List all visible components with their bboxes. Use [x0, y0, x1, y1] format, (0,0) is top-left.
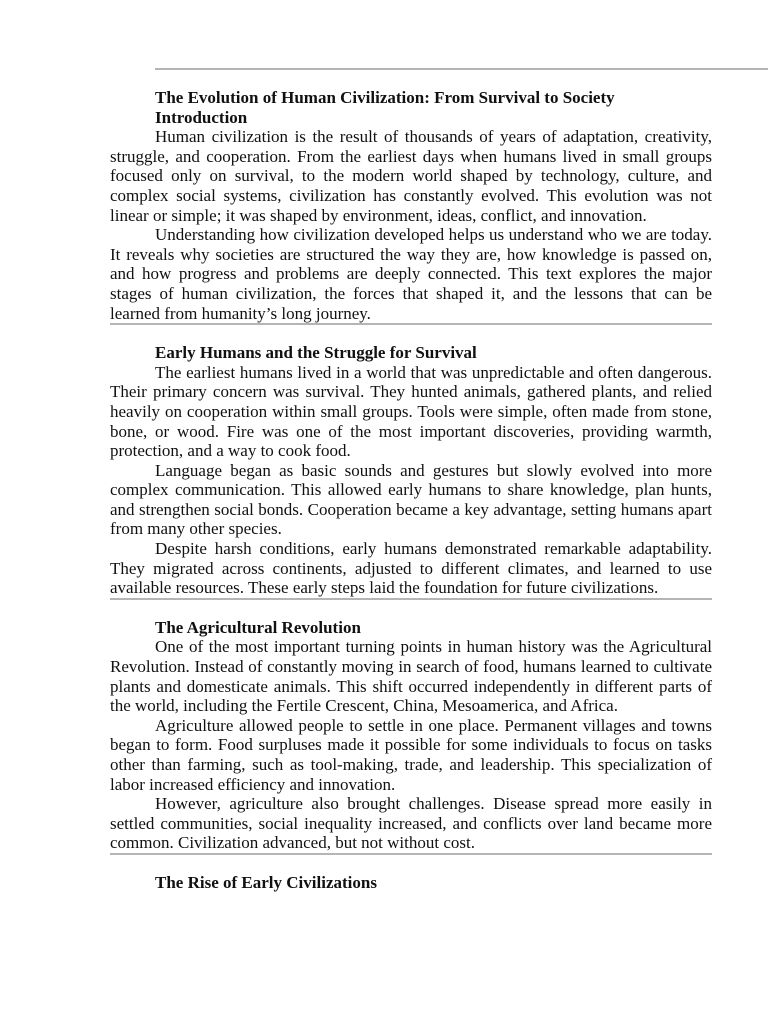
paragraph: One of the most important turning points in human history was the Agricultural Revolution. Instead of constantly moving in search of food, humans learned to cultivate plants and domesticate animals. This shift occurred independently in different parts of the world, including the Fertile Crescent, China, Mesoamerica, and Africa.	[110, 637, 712, 716]
section-heading: The Agricultural Revolution	[155, 617, 361, 637]
document-body	[110, 88, 712, 893]
paragraph: Despite harsh conditions, early humans demonstrated remarkable adaptability. They migrated across continents, adjusted to different climates, and learned to use available resources. These early steps laid the foundation for future civilizations.	[110, 539, 712, 598]
section-divider	[110, 323, 712, 325]
document-title: The Evolution of Human Civilization: From Survival to Society	[155, 88, 615, 107]
section-heading: The Rise of Early Civilizations	[155, 872, 377, 892]
paragraph: Human civilization is the result of thousands of years of adaptation, creativity, struggle, and cooperation. From the earliest days when humans lived in small groups focused only on survival, to the modern world shaped by technology, culture, and complex social systems, civilization has constantly evolved. This evolution was not linear or simple; it was shaped by environment, ideas, conflict, and innovation.	[110, 127, 712, 225]
paragraph: Agriculture allowed people to settle in one place. Permanent villages and towns began to form. Food surpluses made it possible for some individuals to focus on tasks other than farming, such as tool-making, trade, and leadership. This specialization of labor increased efficiency and innovation.	[110, 715, 712, 794]
section-heading: Introduction	[155, 107, 248, 127]
top-divider	[155, 68, 768, 70]
section-divider	[110, 598, 712, 600]
section-heading: Early Humans and the Struggle for Survival	[155, 343, 477, 363]
paragraph: Understanding how civilization developed helps us understand who we are today. It reveals why societies are structured the way they are, how knowledge is passed on, and how progress and problems are deeply connected. This text explores the major stages of human civilization, the forces that shaped it, and the lessons that can be learned from humanity’s long journey.	[110, 225, 712, 323]
paragraph: The earliest humans lived in a world that was unpredictable and often dangerous. Their primary concern was survival. They hunted animals, gathered plants, and relied heavily on cooperation within small groups. Tools were simple, often made from stone, bone, or wood. Fire was one of the most important discoveries, providing warmth, protection, and a way to cook food.	[110, 362, 712, 461]
paragraph: However, agriculture also brought challenges. Disease spread more easily in settled communities, social inequality increased, and conflicts over land became more common. Civilization advanced, but not without cost.	[110, 794, 712, 853]
section-divider	[110, 853, 712, 855]
paragraph: Language began as basic sounds and gestures but slowly evolved into more complex communication. This allowed early humans to share knowledge, plan hunts, and strengthen social bonds. Cooperation became a key advantage, setting humans apart from many other species.	[110, 460, 712, 539]
